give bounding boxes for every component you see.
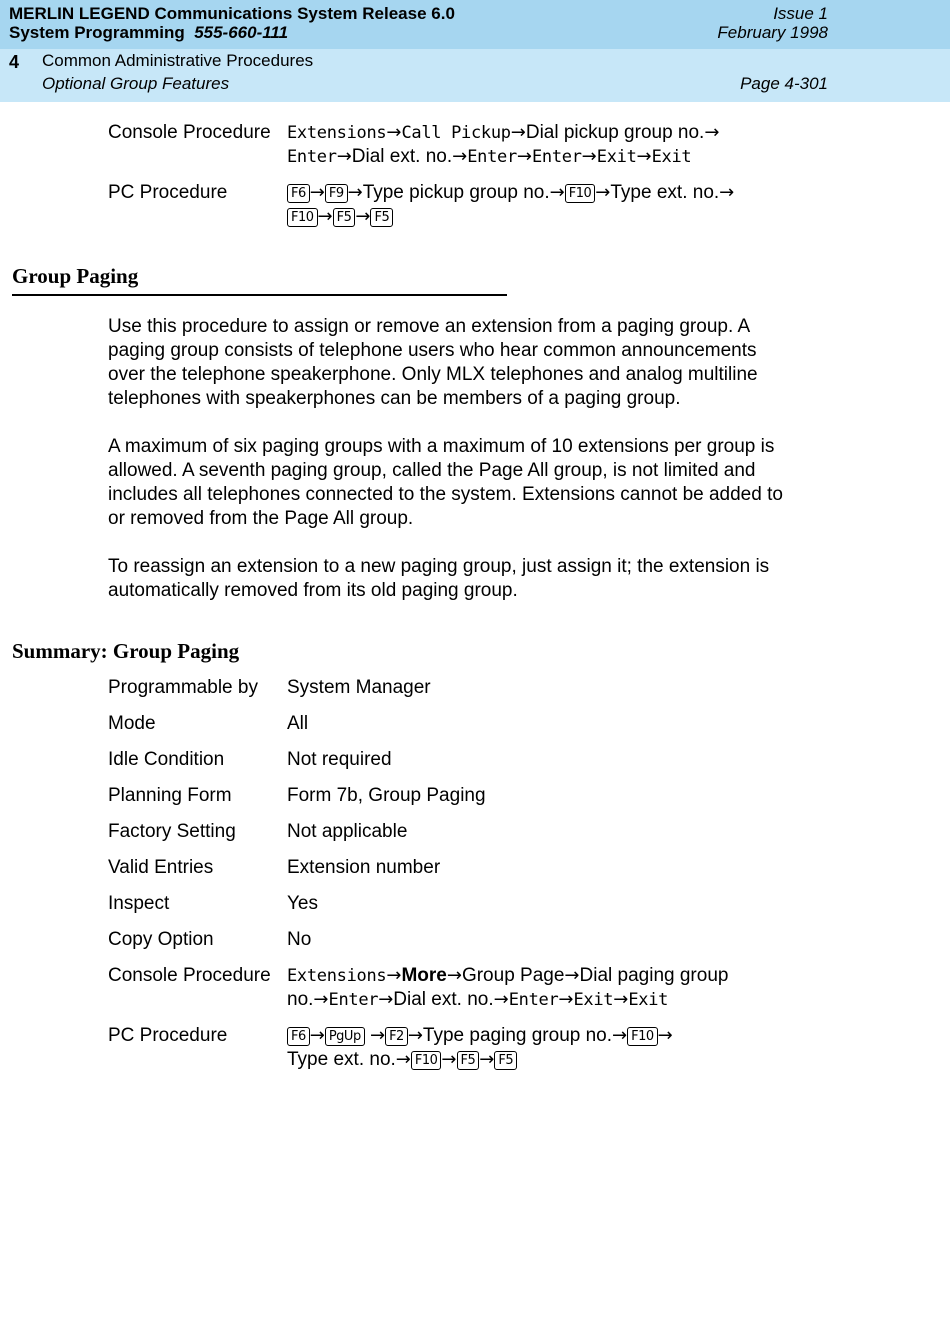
key-f9-icon: F9 [325, 184, 348, 203]
step-extensions: Extensions [287, 123, 387, 143]
arrow-icon: → [564, 965, 580, 986]
summary-row-copy-option [0, 928, 950, 952]
pc-procedure-steps-cont [287, 1048, 517, 1072]
arrow-icon: → [386, 122, 402, 143]
arrow-icon: → [595, 182, 611, 203]
pc-procedure-label: PC Procedure [108, 182, 228, 203]
step-dial-ext: Dial ext. no. [393, 989, 494, 1010]
document-title: MERLIN LEGEND Communications System Release 6.0 [9, 4, 455, 23]
key-pgup-icon: PgUp [325, 1027, 365, 1046]
step-call-pickup: Call Pickup [401, 123, 511, 143]
paragraph-limits [108, 435, 828, 531]
issue-date: February 1998 [717, 23, 828, 42]
section-heading-summary: Summary: Group Paging [12, 639, 240, 663]
step-exit: Exit [628, 990, 669, 1010]
summary-value: Form 7b, Group Paging [287, 785, 486, 806]
paragraph-line: telephones with speakerphones can be members of a paging group. [108, 388, 681, 409]
summary-value: Not required [287, 749, 392, 770]
summary-label: Copy Option [108, 929, 214, 950]
arrow-icon: → [378, 989, 394, 1010]
step-extensions: Extensions [287, 966, 387, 986]
arrow-icon: → [407, 1025, 423, 1046]
arrow-icon: → [452, 146, 468, 167]
summary-row-factory-setting [0, 820, 950, 844]
arrow-icon: → [613, 989, 629, 1010]
summary-pc-row [0, 1024, 950, 1048]
arrow-icon: → [657, 1025, 673, 1046]
step-enter: Enter [508, 990, 559, 1010]
console-procedure-steps [287, 121, 719, 145]
key-f10-icon: F10 [627, 1027, 658, 1046]
section-heading-group-paging: Group Paging [12, 264, 139, 288]
call-pickup-pc-row [0, 181, 950, 205]
key-f10-icon: F10 [565, 184, 596, 203]
step-enter: Enter [287, 147, 337, 167]
console-procedure-label: Console Procedure [108, 965, 271, 986]
arrow-icon: → [516, 146, 532, 167]
pc-procedure-steps-cont [287, 205, 393, 229]
summary-value: System Manager [287, 677, 431, 698]
summary-value: Extension number [287, 857, 441, 878]
key-f10-icon: F10 [287, 208, 318, 227]
chapter-title: Common Administrative Procedures [42, 51, 314, 70]
summary-value: All [287, 713, 309, 734]
console-procedure-steps-cont [287, 145, 691, 169]
summary-label: Valid Entries [108, 857, 214, 878]
arrow-icon: → [336, 146, 352, 167]
arrow-icon: → [347, 182, 363, 203]
summary-label: Factory Setting [108, 821, 236, 842]
console-procedure-steps [287, 964, 728, 988]
arrow-icon: → [549, 182, 565, 203]
arrow-icon: → [446, 965, 462, 986]
arrow-icon: → [479, 1049, 495, 1070]
summary-label: Mode [108, 713, 156, 734]
arrow-icon: → [612, 1025, 628, 1046]
issue-label: Issue 1 [773, 4, 828, 23]
paragraph-line: A maximum of six paging groups with a maximum of 10 extensions per group is [108, 436, 775, 457]
pc-procedure-label: PC Procedure [108, 1025, 228, 1046]
step-dial-paging-group: Dial paging group [579, 965, 729, 986]
arrow-icon: → [704, 122, 720, 143]
step-exit: Exit [573, 990, 614, 1010]
paragraph-line: paging group consists of telephone users who hear common announcements [108, 340, 757, 361]
arrow-icon: → [355, 206, 371, 227]
summary-label: Planning Form [108, 785, 232, 806]
call-pickup-console-row [0, 121, 950, 145]
paragraph-line: allowed. A seventh paging group, called the Page All group, is not limited and [108, 460, 756, 481]
step-enter: Enter [531, 147, 582, 167]
chapter-number: 4 [9, 52, 20, 72]
step-exit: Exit [651, 147, 692, 167]
summary-console-row-2 [0, 988, 950, 1012]
step-no: no. [287, 989, 314, 1010]
call-pickup-console-row-2 [0, 145, 950, 169]
paragraph-line: includes all telephones connected to the system. Extensions cannot be added to [108, 484, 783, 505]
arrow-icon: → [309, 1025, 325, 1046]
arrow-icon: → [636, 146, 652, 167]
summary-row-mode [0, 712, 950, 736]
summary-pc-row-2 [0, 1048, 950, 1072]
summary-row-inspect [0, 892, 950, 916]
section-divider [12, 294, 507, 296]
step-exit: Exit [596, 147, 637, 167]
step-group-page: Group Page [461, 965, 565, 986]
arrow-icon: → [317, 206, 333, 227]
step-type-ext: Type ext. no. [610, 182, 720, 203]
step-more: More [401, 965, 447, 986]
paragraph-reassign [108, 555, 828, 603]
arrow-icon: → [441, 1049, 457, 1070]
summary-label: Idle Condition [108, 749, 225, 770]
step-type-pickup-group: Type pickup group no. [362, 182, 550, 203]
paragraph-line: automatically removed from its old paging group. [108, 580, 518, 601]
step-dial-ext: Dial ext. no. [351, 146, 453, 167]
pc-procedure-steps [287, 181, 734, 205]
console-procedure-label: Console Procedure [108, 122, 271, 143]
paragraph-intro [108, 315, 828, 411]
document-number: 555-660-111 [194, 23, 289, 42]
key-f6-icon: F6 [287, 184, 310, 203]
summary-row-idle-condition [0, 748, 950, 772]
key-f2-icon: F2 [385, 1027, 408, 1046]
arrow-icon: → [581, 146, 597, 167]
arrow-icon: → [395, 1049, 411, 1070]
key-f5-icon: F5 [457, 1051, 480, 1070]
paragraph-line: To reassign an extension to a new paging group, just assign it; the extension is [108, 556, 770, 577]
document-subtitle [9, 23, 288, 43]
paragraph-line: or removed from the Page All group. [108, 508, 414, 529]
summary-value: No [287, 929, 312, 950]
arrow-icon: → [313, 989, 329, 1010]
summary-label: Programmable by [108, 677, 258, 698]
key-f5-icon: F5 [494, 1051, 517, 1070]
summary-row-valid-entries [0, 856, 950, 880]
summary-console-row [0, 964, 950, 988]
section-title: Optional Group Features [42, 74, 230, 93]
paragraph-line: Use this procedure to assign or remove an extension from a paging group. A [108, 316, 751, 337]
summary-row-planning-form [0, 784, 950, 808]
arrow-icon: → [558, 989, 574, 1010]
summary-value: Not applicable [287, 821, 408, 842]
step-dial-pickup-group: Dial pickup group no. [525, 122, 705, 143]
arrow-icon: → [510, 122, 526, 143]
page-number: Page 4-301 [740, 74, 828, 93]
key-f10-icon: F10 [411, 1051, 442, 1070]
pc-procedure-steps [287, 1024, 673, 1048]
call-pickup-pc-row-2 [0, 205, 950, 229]
step-enter: Enter [328, 990, 379, 1010]
step-type-ext: Type ext. no. [287, 1049, 396, 1070]
arrow-icon: → [309, 182, 325, 203]
summary-value: Yes [287, 893, 318, 914]
key-f5-icon: F5 [333, 208, 356, 227]
key-f5-icon: F5 [370, 208, 393, 227]
step-type-paging-group: Type paging group no. [422, 1025, 613, 1046]
arrow-icon: → [386, 965, 402, 986]
key-f6-icon: F6 [287, 1027, 310, 1046]
arrow-icon: → [719, 182, 735, 203]
summary-row-programmable-by [0, 676, 950, 700]
arrow-icon: → [493, 989, 509, 1010]
console-procedure-steps-cont [287, 988, 668, 1012]
step-enter: Enter [467, 147, 517, 167]
subtitle-prefix: System Programming [9, 23, 185, 42]
summary-label: Inspect [108, 893, 170, 914]
paragraph-line: over the telephone speakerphone. Only MLX telephones and analog multiline [108, 364, 758, 385]
arrow-icon: → [369, 1025, 386, 1046]
